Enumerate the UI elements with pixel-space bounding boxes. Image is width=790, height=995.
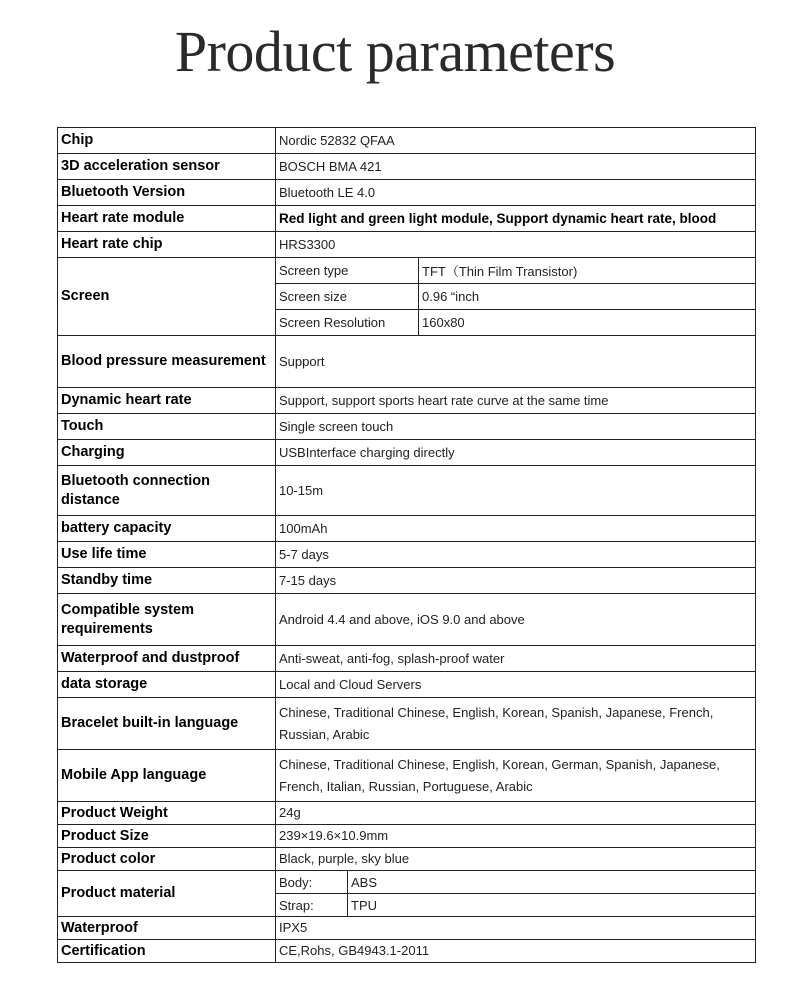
screen-resolution-value: 160x80: [419, 310, 756, 336]
spec-label: Waterproof: [58, 917, 276, 940]
spec-value: HRS3300: [276, 232, 756, 258]
table-row: [58, 698, 756, 750]
table-row: [58, 232, 756, 258]
spec-label: Chip: [58, 128, 276, 154]
spec-value: Support: [276, 336, 756, 388]
material-strap-label: Strap:: [276, 894, 348, 917]
spec-value: Android 4.4 and above, iOS 9.0 and above: [276, 594, 756, 646]
table-row: [58, 917, 756, 940]
spec-value: Black, purple, sky blue: [276, 848, 756, 871]
spec-value: 5-7 days: [276, 542, 756, 568]
table-row: [58, 388, 756, 414]
page-title: Product parameters: [174, 19, 616, 84]
spec-value: Local and Cloud Servers: [276, 672, 756, 698]
spec-value: 7-15 days: [276, 568, 756, 594]
spec-value: Bluetooth LE 4.0: [276, 180, 756, 206]
spec-value: 239×19.6×10.9mm: [276, 825, 756, 848]
screen-size-value: 0.96 “inch: [419, 284, 756, 310]
spec-label: Use life time: [58, 542, 276, 568]
spec-label: Product Size: [58, 825, 276, 848]
spec-label: Standby time: [58, 568, 276, 594]
material-body-label: Body:: [276, 871, 348, 894]
spec-label: battery capacity: [58, 516, 276, 542]
table-row: [58, 128, 756, 154]
screen-type-label: Screen type: [276, 258, 419, 284]
spec-value: Support, support sports heart rate curve at the same time: [276, 388, 756, 414]
table-row: [58, 258, 756, 284]
table-row: [58, 466, 756, 516]
spec-value: USBInterface charging directly: [276, 440, 756, 466]
table-row: [58, 542, 756, 568]
spec-value: CE,Rohs, GB4943.1-2011: [276, 940, 756, 963]
screen-size-label: Screen size: [276, 284, 419, 310]
spec-label: Product material: [58, 871, 276, 917]
spec-label: Bracelet built-in language: [58, 698, 276, 750]
table-row: [58, 516, 756, 542]
spec-label: Compatible system requirements: [58, 594, 276, 646]
spec-label: Charging: [58, 440, 276, 466]
spec-value: IPX5: [276, 917, 756, 940]
table-row: [58, 646, 756, 672]
table-row: [58, 336, 756, 388]
spec-value: 10-15m: [276, 466, 756, 516]
spec-label: Bluetooth connection distance: [58, 466, 276, 516]
table-row: [58, 180, 756, 206]
table-row: [58, 825, 756, 848]
spec-value: Red light and green light module, Support dynamic heart rate, blood: [276, 206, 756, 232]
table-row: [58, 802, 756, 825]
table-row: [58, 206, 756, 232]
spec-label: Product Weight: [58, 802, 276, 825]
spec-label: Blood pressure measurement: [58, 336, 276, 388]
table-row: [58, 440, 756, 466]
spec-value: Nordic 52832 QFAA: [276, 128, 756, 154]
spec-label: Product color: [58, 848, 276, 871]
spec-table: [57, 127, 756, 963]
spec-label: Touch: [58, 414, 276, 440]
table-row: [58, 871, 756, 894]
spec-value: Single screen touch: [276, 414, 756, 440]
spec-label: Mobile App language: [58, 750, 276, 802]
table-row: [58, 568, 756, 594]
table-row: [58, 848, 756, 871]
spec-value: 100mAh: [276, 516, 756, 542]
spec-value: Chinese, Traditional Chinese, English, Korean, Spanish, Japanese, French, Russian, Arabic: [276, 698, 756, 750]
spec-value: Chinese, Traditional Chinese, English, Korean, German, Spanish, Japanese, French, Italian, Russian, Portuguese, Arabic: [276, 750, 756, 802]
table-row: [58, 672, 756, 698]
spec-value: 24g: [276, 802, 756, 825]
screen-type-value: TFT（Thin Film Transistor): [419, 258, 756, 284]
spec-label: data storage: [58, 672, 276, 698]
table-row: [58, 414, 756, 440]
screen-resolution-label: Screen Resolution: [276, 310, 419, 336]
table-row: [58, 594, 756, 646]
table-row: [58, 750, 756, 802]
material-body-value: ABS: [348, 871, 756, 894]
spec-value: Anti-sweat, anti-fog, splash-proof water: [276, 646, 756, 672]
material-strap-value: TPU: [348, 894, 756, 917]
spec-label: Heart rate module: [58, 206, 276, 232]
table-row: [58, 940, 756, 963]
spec-label: Screen: [58, 258, 276, 336]
spec-label: Waterproof and dustproof: [58, 646, 276, 672]
spec-label: Bluetooth Version: [58, 180, 276, 206]
table-row: [58, 154, 756, 180]
spec-label: Heart rate chip: [58, 232, 276, 258]
spec-value: BOSCH BMA 421: [276, 154, 756, 180]
spec-label: Certification: [58, 940, 276, 963]
spec-label: Dynamic heart rate: [58, 388, 276, 414]
spec-label: 3D acceleration sensor: [58, 154, 276, 180]
